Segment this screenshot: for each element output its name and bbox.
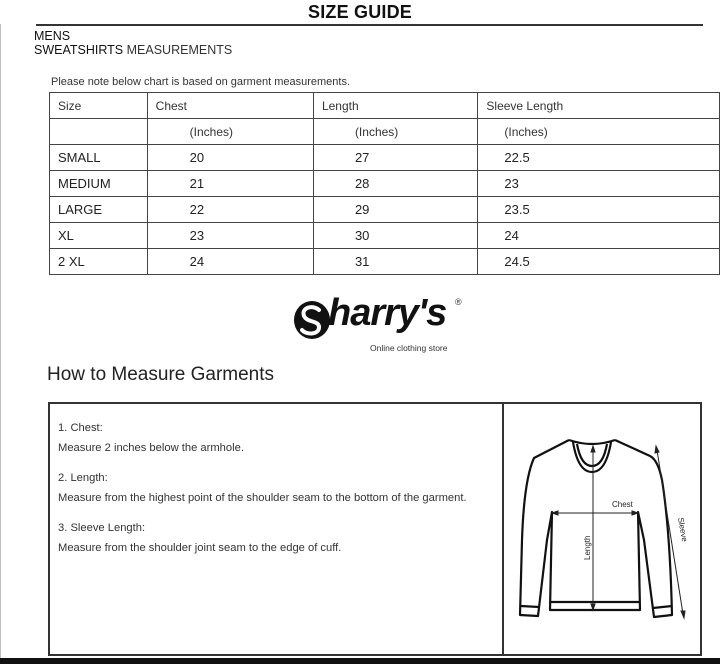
cell-length: 28 bbox=[313, 171, 477, 197]
step-text: Measure from the highest point of the shoulder seam to the bottom of the garment. bbox=[58, 492, 467, 504]
measure-steps bbox=[58, 418, 467, 568]
cell-size: 2 XL bbox=[50, 249, 148, 275]
cell-chest: 20 bbox=[147, 145, 313, 171]
cell-sleeve: 24 bbox=[478, 223, 720, 249]
cell-chest: 24 bbox=[147, 249, 313, 275]
cell-size: SMALL bbox=[50, 145, 148, 171]
category-product bbox=[34, 43, 232, 57]
category-measurements: MEASUREMENTS bbox=[126, 43, 233, 57]
step-length bbox=[58, 468, 467, 508]
chart-note: Please note below chart is based on garment measurements. bbox=[51, 76, 350, 88]
registered-mark: ® bbox=[455, 297, 462, 307]
header-length: Length bbox=[313, 93, 477, 119]
cell-length: 30 bbox=[313, 223, 477, 249]
step-text: Measure 2 inches below the armhole. bbox=[58, 442, 244, 454]
cell-chest: 22 bbox=[147, 197, 313, 223]
cell-size: XL bbox=[50, 223, 148, 249]
cell-chest: 21 bbox=[147, 171, 313, 197]
unit-size bbox=[50, 119, 148, 145]
table-row bbox=[50, 223, 720, 249]
table-row bbox=[50, 145, 720, 171]
cell-size: LARGE bbox=[50, 197, 148, 223]
table-row bbox=[50, 249, 720, 275]
table-units-row bbox=[50, 119, 720, 145]
cell-sleeve: 23 bbox=[478, 171, 720, 197]
step-sleeve bbox=[58, 518, 467, 558]
table-header-row bbox=[50, 93, 720, 119]
cell-length: 31 bbox=[313, 249, 477, 275]
header-sleeve-length: Sleeve Length bbox=[478, 93, 720, 119]
step-heading: 3. Sleeve Length: bbox=[58, 522, 146, 534]
cell-sleeve: 24.5 bbox=[478, 249, 720, 275]
cell-sleeve: 22.5 bbox=[478, 145, 720, 171]
unit-chest: (Inches) bbox=[147, 119, 313, 145]
size-chart-table bbox=[49, 92, 720, 275]
step-chest bbox=[58, 418, 467, 458]
brand-logo bbox=[292, 292, 472, 356]
chest-label: Chest bbox=[612, 500, 633, 509]
unit-sleeve: (Inches) bbox=[478, 119, 720, 145]
how-to-measure-title: How to Measure Garments bbox=[47, 364, 275, 385]
table-row bbox=[50, 197, 720, 223]
title-divider bbox=[36, 24, 703, 26]
bottom-border bbox=[0, 658, 720, 664]
cell-size: MEDIUM bbox=[50, 171, 148, 197]
sleeve-label: Sleeve bbox=[676, 516, 690, 543]
cell-chest: 23 bbox=[147, 223, 313, 249]
category-product-type: SWEATSHIRTS bbox=[34, 43, 124, 57]
brand-tagline: Online clothing store bbox=[370, 343, 448, 353]
sweatshirt-diagram-icon bbox=[512, 420, 702, 640]
brand-name: harry's bbox=[328, 292, 447, 334]
box-divider bbox=[502, 402, 504, 656]
cell-length: 27 bbox=[313, 145, 477, 171]
step-heading: 2. Length: bbox=[58, 472, 108, 484]
category-gender: MENS bbox=[34, 29, 71, 43]
page-title: SIZE GUIDE bbox=[307, 2, 412, 22]
category-label bbox=[34, 29, 232, 57]
step-text: Measure from the shoulder joint seam to the edge of cuff. bbox=[58, 542, 342, 554]
page-left-border bbox=[0, 24, 1, 658]
header-chest: Chest bbox=[147, 93, 313, 119]
step-heading: 1. Chest: bbox=[58, 422, 103, 434]
swirl-s-icon bbox=[292, 298, 332, 342]
length-label: Length bbox=[583, 535, 592, 560]
unit-length: (Inches) bbox=[313, 119, 477, 145]
cell-length: 29 bbox=[313, 197, 477, 223]
table-row bbox=[50, 171, 720, 197]
cell-sleeve: 23.5 bbox=[478, 197, 720, 223]
header-size: Size bbox=[50, 93, 148, 119]
